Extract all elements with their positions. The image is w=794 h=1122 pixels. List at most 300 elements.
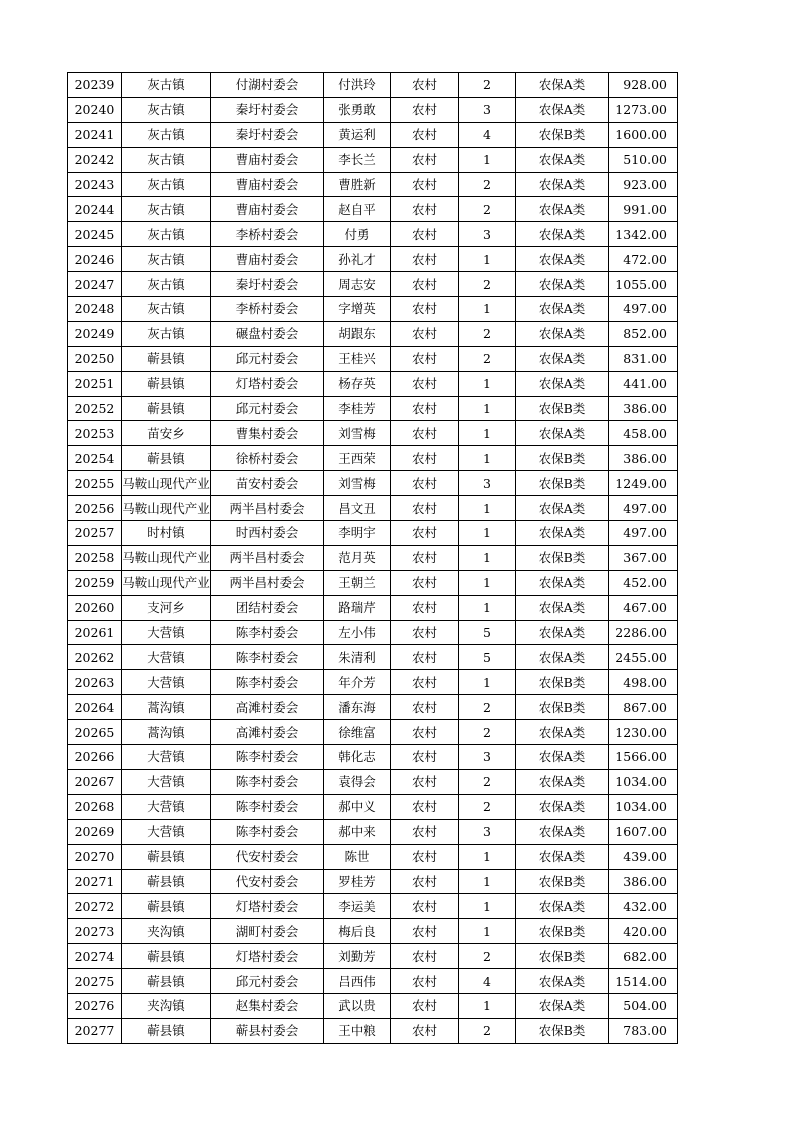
area-type-cell: 农村: [391, 122, 459, 147]
insurance-type-cell: 农保A类: [516, 620, 609, 645]
village-committee-cell: 秦圩村委会: [211, 122, 324, 147]
insurance-type-cell: 农保A类: [516, 272, 609, 297]
village-committee-cell: 邱元村委会: [211, 969, 324, 994]
record-id-cell: 20248: [68, 297, 122, 322]
person-name-cell: 王桂兴: [324, 346, 391, 371]
area-type-cell: 农村: [391, 620, 459, 645]
person-name-cell: 字增英: [324, 297, 391, 322]
amount-cell: 852.00: [609, 321, 678, 346]
amount-cell: 498.00: [609, 670, 678, 695]
town-cell: 马鞍山现代产业: [122, 496, 211, 521]
village-committee-cell: 陈李村委会: [211, 670, 324, 695]
insurance-type-cell: 农保A类: [516, 297, 609, 322]
insurance-type-cell: 农保A类: [516, 894, 609, 919]
amount-cell: 1514.00: [609, 969, 678, 994]
person-name-cell: 袁得会: [324, 769, 391, 794]
village-committee-cell: 付湖村委会: [211, 73, 324, 98]
amount-cell: 452.00: [609, 570, 678, 595]
village-committee-cell: 灯塔村委会: [211, 371, 324, 396]
town-cell: 蕲县镇: [122, 844, 211, 869]
table-row: [68, 122, 678, 147]
table-row: [68, 620, 678, 645]
village-committee-cell: 陈李村委会: [211, 620, 324, 645]
person-name-cell: 张勇敢: [324, 97, 391, 122]
insurance-type-cell: 农保A类: [516, 794, 609, 819]
amount-cell: 386.00: [609, 869, 678, 894]
table-row: [68, 894, 678, 919]
town-cell: 大营镇: [122, 645, 211, 670]
town-cell: 灰古镇: [122, 97, 211, 122]
household-count-cell: 2: [459, 695, 516, 720]
household-count-cell: 2: [459, 197, 516, 222]
household-count-cell: 3: [459, 471, 516, 496]
insurance-type-cell: 农保A类: [516, 645, 609, 670]
record-id-cell: 20267: [68, 769, 122, 794]
amount-cell: 386.00: [609, 396, 678, 421]
insurance-type-cell: 农保B类: [516, 944, 609, 969]
village-committee-cell: 秦圩村委会: [211, 272, 324, 297]
record-id-cell: 20275: [68, 969, 122, 994]
person-name-cell: 李长兰: [324, 147, 391, 172]
amount-cell: 1230.00: [609, 720, 678, 745]
village-committee-cell: 曹集村委会: [211, 421, 324, 446]
person-name-cell: 杨存英: [324, 371, 391, 396]
area-type-cell: 农村: [391, 869, 459, 894]
record-id-cell: 20240: [68, 97, 122, 122]
town-cell: 灰古镇: [122, 321, 211, 346]
table-row: [68, 222, 678, 247]
insurance-type-cell: 农保A类: [516, 147, 609, 172]
table-row: [68, 97, 678, 122]
amount-cell: 1273.00: [609, 97, 678, 122]
village-committee-cell: 碾盘村委会: [211, 321, 324, 346]
table-row: [68, 595, 678, 620]
area-type-cell: 农村: [391, 894, 459, 919]
insurance-type-cell: 农保A类: [516, 496, 609, 521]
village-committee-cell: 邱元村委会: [211, 396, 324, 421]
area-type-cell: 农村: [391, 1018, 459, 1043]
amount-cell: 472.00: [609, 247, 678, 272]
table-row: [68, 172, 678, 197]
household-count-cell: 5: [459, 620, 516, 645]
amount-cell: 367.00: [609, 545, 678, 570]
person-name-cell: 梅后良: [324, 919, 391, 944]
insurance-type-cell: 农保A类: [516, 745, 609, 770]
household-count-cell: 3: [459, 222, 516, 247]
record-id-cell: 20268: [68, 794, 122, 819]
area-type-cell: 农村: [391, 73, 459, 98]
household-count-cell: 1: [459, 297, 516, 322]
table-row: [68, 919, 678, 944]
household-count-cell: 1: [459, 371, 516, 396]
area-type-cell: 农村: [391, 147, 459, 172]
person-name-cell: 徐维富: [324, 720, 391, 745]
village-committee-cell: 陈李村委会: [211, 769, 324, 794]
table-row: [68, 844, 678, 869]
person-name-cell: 李运美: [324, 894, 391, 919]
amount-cell: 2286.00: [609, 620, 678, 645]
insurance-type-cell: 农保B类: [516, 670, 609, 695]
area-type-cell: 农村: [391, 396, 459, 421]
insurance-type-cell: 农保A类: [516, 421, 609, 446]
person-name-cell: 刘勤芳: [324, 944, 391, 969]
record-id-cell: 20260: [68, 595, 122, 620]
person-name-cell: 武以贵: [324, 993, 391, 1018]
town-cell: 灰古镇: [122, 222, 211, 247]
record-id-cell: 20250: [68, 346, 122, 371]
area-type-cell: 农村: [391, 695, 459, 720]
record-id-cell: 20262: [68, 645, 122, 670]
record-id-cell: 20246: [68, 247, 122, 272]
amount-cell: 510.00: [609, 147, 678, 172]
village-committee-cell: 邱元村委会: [211, 346, 324, 371]
record-id-cell: 20270: [68, 844, 122, 869]
person-name-cell: 昌文丑: [324, 496, 391, 521]
record-id-cell: 20263: [68, 670, 122, 695]
roster-table: [67, 72, 678, 1044]
area-type-cell: 农村: [391, 421, 459, 446]
amount-cell: 432.00: [609, 894, 678, 919]
record-id-cell: 20239: [68, 73, 122, 98]
area-type-cell: 农村: [391, 969, 459, 994]
town-cell: 马鞍山现代产业: [122, 545, 211, 570]
table-row: [68, 446, 678, 471]
insurance-type-cell: 农保A类: [516, 321, 609, 346]
household-count-cell: 1: [459, 869, 516, 894]
village-committee-cell: 灯塔村委会: [211, 944, 324, 969]
town-cell: 灰古镇: [122, 297, 211, 322]
household-count-cell: 3: [459, 819, 516, 844]
town-cell: 时村镇: [122, 521, 211, 546]
village-committee-cell: 两半昌村委会: [211, 496, 324, 521]
table-row: [68, 346, 678, 371]
area-type-cell: 农村: [391, 371, 459, 396]
table-row: [68, 321, 678, 346]
amount-cell: 783.00: [609, 1018, 678, 1043]
table-row: [68, 819, 678, 844]
household-count-cell: 1: [459, 545, 516, 570]
insurance-type-cell: 农保B类: [516, 695, 609, 720]
person-name-cell: 朱清利: [324, 645, 391, 670]
village-committee-cell: 灯塔村委会: [211, 894, 324, 919]
amount-cell: 682.00: [609, 944, 678, 969]
area-type-cell: 农村: [391, 670, 459, 695]
table-row: [68, 1018, 678, 1043]
table-row: [68, 993, 678, 1018]
record-id-cell: 20242: [68, 147, 122, 172]
table-row: [68, 645, 678, 670]
village-committee-cell: 湖町村委会: [211, 919, 324, 944]
household-count-cell: 3: [459, 745, 516, 770]
person-name-cell: 曹胜新: [324, 172, 391, 197]
amount-cell: 504.00: [609, 993, 678, 1018]
town-cell: 灰古镇: [122, 272, 211, 297]
amount-cell: 1600.00: [609, 122, 678, 147]
record-id-cell: 20269: [68, 819, 122, 844]
town-cell: 马鞍山现代产业: [122, 471, 211, 496]
area-type-cell: 农村: [391, 521, 459, 546]
household-count-cell: 1: [459, 247, 516, 272]
village-committee-cell: 秦圩村委会: [211, 97, 324, 122]
amount-cell: 1342.00: [609, 222, 678, 247]
village-committee-cell: 曹庙村委会: [211, 197, 324, 222]
insurance-type-cell: 农保A类: [516, 844, 609, 869]
village-committee-cell: 曹庙村委会: [211, 247, 324, 272]
village-committee-cell: 高滩村委会: [211, 720, 324, 745]
area-type-cell: 农村: [391, 321, 459, 346]
insurance-type-cell: 农保A类: [516, 346, 609, 371]
village-committee-cell: 高滩村委会: [211, 695, 324, 720]
person-name-cell: 刘雪梅: [324, 421, 391, 446]
household-count-cell: 2: [459, 769, 516, 794]
person-name-cell: 赵自平: [324, 197, 391, 222]
table-row: [68, 769, 678, 794]
record-id-cell: 20259: [68, 570, 122, 595]
table-row: [68, 521, 678, 546]
insurance-type-cell: 农保A类: [516, 247, 609, 272]
record-id-cell: 20257: [68, 521, 122, 546]
household-count-cell: 1: [459, 446, 516, 471]
village-committee-cell: 李桥村委会: [211, 297, 324, 322]
table-row: [68, 297, 678, 322]
village-committee-cell: 曹庙村委会: [211, 172, 324, 197]
village-committee-cell: 两半昌村委会: [211, 545, 324, 570]
insurance-type-cell: 农保B类: [516, 446, 609, 471]
area-type-cell: 农村: [391, 720, 459, 745]
table-row: [68, 471, 678, 496]
amount-cell: 1055.00: [609, 272, 678, 297]
table-row: [68, 147, 678, 172]
table-row: [68, 73, 678, 98]
amount-cell: 991.00: [609, 197, 678, 222]
table-row: [68, 197, 678, 222]
household-count-cell: 1: [459, 396, 516, 421]
record-id-cell: 20252: [68, 396, 122, 421]
table-row: [68, 545, 678, 570]
household-count-cell: 3: [459, 97, 516, 122]
person-name-cell: 范月英: [324, 545, 391, 570]
town-cell: 蕲县镇: [122, 944, 211, 969]
area-type-cell: 农村: [391, 446, 459, 471]
record-id-cell: 20244: [68, 197, 122, 222]
town-cell: 大营镇: [122, 745, 211, 770]
town-cell: 大营镇: [122, 819, 211, 844]
household-count-cell: 1: [459, 670, 516, 695]
amount-cell: 441.00: [609, 371, 678, 396]
record-id-cell: 20251: [68, 371, 122, 396]
record-id-cell: 20276: [68, 993, 122, 1018]
record-id-cell: 20272: [68, 894, 122, 919]
area-type-cell: 农村: [391, 471, 459, 496]
town-cell: 蕲县镇: [122, 869, 211, 894]
town-cell: 灰古镇: [122, 73, 211, 98]
table-row: [68, 745, 678, 770]
area-type-cell: 农村: [391, 172, 459, 197]
amount-cell: 1566.00: [609, 745, 678, 770]
person-name-cell: 郝中来: [324, 819, 391, 844]
amount-cell: 1249.00: [609, 471, 678, 496]
person-name-cell: 路瑞芹: [324, 595, 391, 620]
person-name-cell: 罗桂芳: [324, 869, 391, 894]
insurance-type-cell: 农保A类: [516, 969, 609, 994]
record-id-cell: 20245: [68, 222, 122, 247]
table-row: [68, 496, 678, 521]
insurance-type-cell: 农保B类: [516, 545, 609, 570]
record-id-cell: 20249: [68, 321, 122, 346]
table-row: [68, 247, 678, 272]
village-committee-cell: 李桥村委会: [211, 222, 324, 247]
insurance-type-cell: 农保A类: [516, 521, 609, 546]
household-count-cell: 2: [459, 321, 516, 346]
village-committee-cell: 苗安村委会: [211, 471, 324, 496]
amount-cell: 497.00: [609, 521, 678, 546]
area-type-cell: 农村: [391, 197, 459, 222]
area-type-cell: 农村: [391, 819, 459, 844]
village-committee-cell: 陈李村委会: [211, 819, 324, 844]
household-count-cell: 2: [459, 73, 516, 98]
person-name-cell: 王中粮: [324, 1018, 391, 1043]
household-count-cell: 1: [459, 421, 516, 446]
table-row: [68, 570, 678, 595]
area-type-cell: 农村: [391, 297, 459, 322]
town-cell: 灰古镇: [122, 172, 211, 197]
amount-cell: 867.00: [609, 695, 678, 720]
household-count-cell: 2: [459, 794, 516, 819]
town-cell: 蕲县镇: [122, 371, 211, 396]
area-type-cell: 农村: [391, 944, 459, 969]
person-name-cell: 吕西伟: [324, 969, 391, 994]
town-cell: 大营镇: [122, 794, 211, 819]
table-body: [68, 73, 678, 1044]
area-type-cell: 农村: [391, 919, 459, 944]
town-cell: 支河乡: [122, 595, 211, 620]
insurance-type-cell: 农保B类: [516, 1018, 609, 1043]
household-count-cell: 1: [459, 496, 516, 521]
amount-cell: 439.00: [609, 844, 678, 869]
town-cell: 蕲县镇: [122, 396, 211, 421]
amount-cell: 420.00: [609, 919, 678, 944]
record-id-cell: 20274: [68, 944, 122, 969]
record-id-cell: 20255: [68, 471, 122, 496]
amount-cell: 467.00: [609, 595, 678, 620]
town-cell: 灰古镇: [122, 247, 211, 272]
area-type-cell: 农村: [391, 346, 459, 371]
area-type-cell: 农村: [391, 745, 459, 770]
area-type-cell: 农村: [391, 570, 459, 595]
record-id-cell: 20254: [68, 446, 122, 471]
town-cell: 大营镇: [122, 670, 211, 695]
household-count-cell: 2: [459, 172, 516, 197]
village-committee-cell: 赵集村委会: [211, 993, 324, 1018]
household-count-cell: 1: [459, 570, 516, 595]
household-count-cell: 2: [459, 720, 516, 745]
insurance-type-cell: 农保A类: [516, 595, 609, 620]
record-id-cell: 20253: [68, 421, 122, 446]
person-name-cell: 左小伟: [324, 620, 391, 645]
town-cell: 灰古镇: [122, 122, 211, 147]
table-row: [68, 720, 678, 745]
table-row: [68, 670, 678, 695]
amount-cell: 458.00: [609, 421, 678, 446]
record-id-cell: 20243: [68, 172, 122, 197]
table-row: [68, 944, 678, 969]
amount-cell: 1034.00: [609, 769, 678, 794]
insurance-type-cell: 农保A类: [516, 73, 609, 98]
record-id-cell: 20265: [68, 720, 122, 745]
village-committee-cell: 陈李村委会: [211, 794, 324, 819]
record-id-cell: 20258: [68, 545, 122, 570]
amount-cell: 497.00: [609, 496, 678, 521]
person-name-cell: 韩化志: [324, 745, 391, 770]
household-count-cell: 2: [459, 346, 516, 371]
area-type-cell: 农村: [391, 844, 459, 869]
area-type-cell: 农村: [391, 645, 459, 670]
insurance-type-cell: 农保A类: [516, 993, 609, 1018]
household-count-cell: 2: [459, 1018, 516, 1043]
town-cell: 蕲县镇: [122, 894, 211, 919]
town-cell: 大营镇: [122, 769, 211, 794]
household-count-cell: 4: [459, 969, 516, 994]
insurance-type-cell: 农保A类: [516, 720, 609, 745]
person-name-cell: 郝中义: [324, 794, 391, 819]
village-committee-cell: 曹庙村委会: [211, 147, 324, 172]
insurance-type-cell: 农保A类: [516, 197, 609, 222]
area-type-cell: 农村: [391, 496, 459, 521]
amount-cell: 386.00: [609, 446, 678, 471]
household-count-cell: 2: [459, 272, 516, 297]
person-name-cell: 王朝兰: [324, 570, 391, 595]
village-committee-cell: 陈李村委会: [211, 645, 324, 670]
record-id-cell: 20266: [68, 745, 122, 770]
village-committee-cell: 陈李村委会: [211, 745, 324, 770]
record-id-cell: 20256: [68, 496, 122, 521]
amount-cell: 928.00: [609, 73, 678, 98]
village-committee-cell: 徐桥村委会: [211, 446, 324, 471]
town-cell: 蕲县镇: [122, 969, 211, 994]
area-type-cell: 农村: [391, 769, 459, 794]
person-name-cell: 付洪玲: [324, 73, 391, 98]
table-row: [68, 421, 678, 446]
person-name-cell: 黄运利: [324, 122, 391, 147]
table-row: [68, 869, 678, 894]
insurance-type-cell: 农保A类: [516, 819, 609, 844]
record-id-cell: 20241: [68, 122, 122, 147]
town-cell: 夹沟镇: [122, 919, 211, 944]
insurance-type-cell: 农保B类: [516, 122, 609, 147]
village-committee-cell: 代安村委会: [211, 844, 324, 869]
village-committee-cell: 团结村委会: [211, 595, 324, 620]
area-type-cell: 农村: [391, 545, 459, 570]
person-name-cell: 陈世: [324, 844, 391, 869]
household-count-cell: 1: [459, 894, 516, 919]
insurance-type-cell: 农保B类: [516, 869, 609, 894]
insurance-type-cell: 农保A类: [516, 222, 609, 247]
record-id-cell: 20271: [68, 869, 122, 894]
insurance-type-cell: 农保A类: [516, 371, 609, 396]
record-id-cell: 20261: [68, 620, 122, 645]
area-type-cell: 农村: [391, 247, 459, 272]
person-name-cell: 付勇: [324, 222, 391, 247]
town-cell: 蕲县镇: [122, 1018, 211, 1043]
person-name-cell: 王西荣: [324, 446, 391, 471]
insurance-type-cell: 农保A类: [516, 97, 609, 122]
town-cell: 夹沟镇: [122, 993, 211, 1018]
insurance-type-cell: 农保B类: [516, 396, 609, 421]
town-cell: 蒿沟镇: [122, 695, 211, 720]
area-type-cell: 农村: [391, 272, 459, 297]
household-count-cell: 5: [459, 645, 516, 670]
insurance-type-cell: 农保B类: [516, 471, 609, 496]
